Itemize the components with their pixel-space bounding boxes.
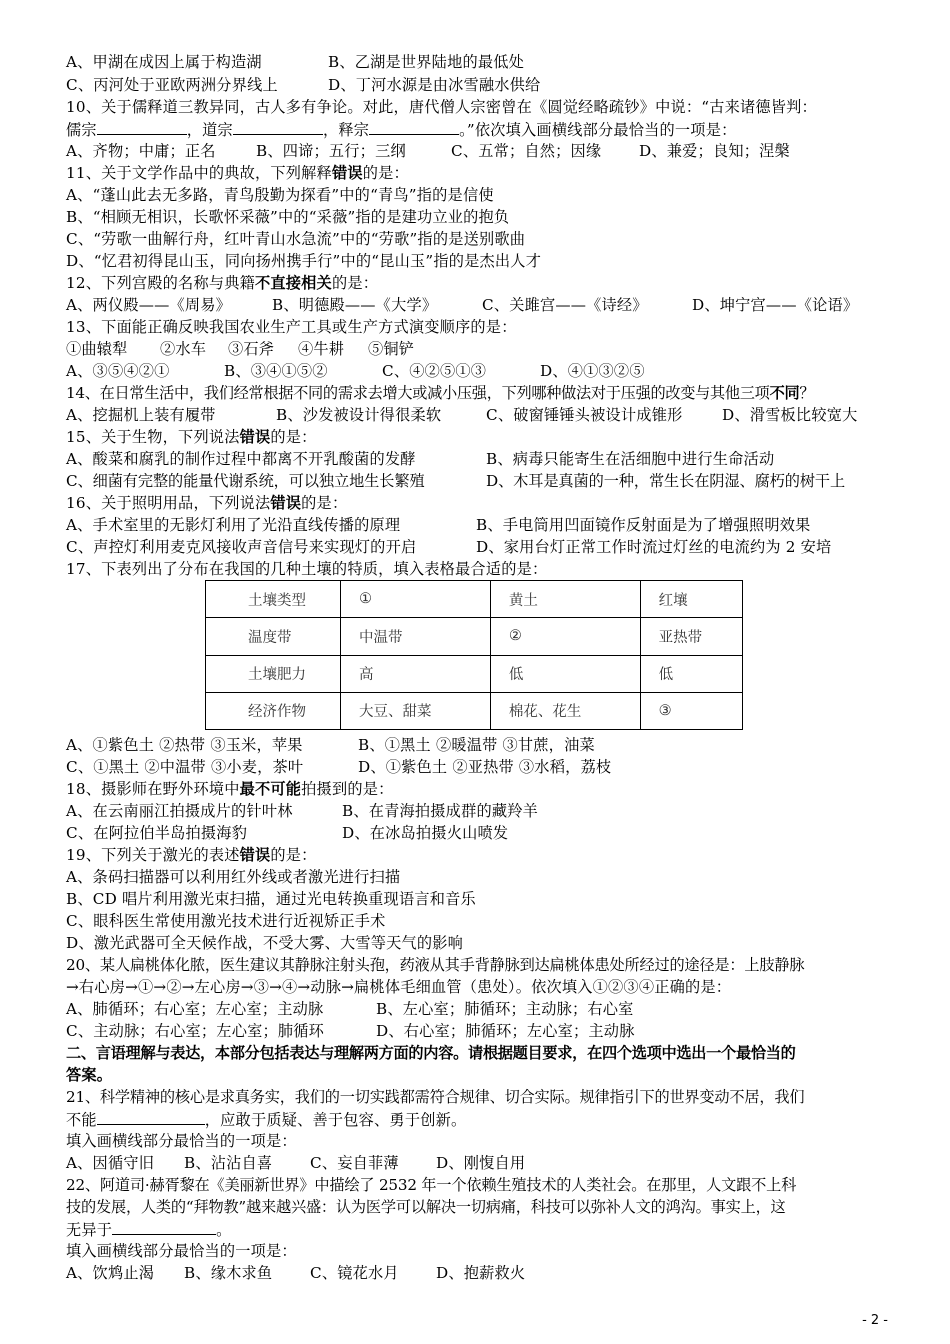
q9-options-row2 (66, 75, 896, 95)
q21-option-a: A、因循守旧 (66, 1154, 155, 1172)
q13-option-c: C、④②⑤①③ (382, 362, 487, 380)
q13-options (66, 361, 896, 381)
q18-option-d: D、在冰岛拍摄火山喷发 (342, 824, 509, 842)
q10-text-b: ，道宗 (186, 121, 233, 139)
q11-stem-tail: 的是： (362, 164, 409, 182)
q22-option-d: D、抱薪救火 (436, 1264, 526, 1282)
q12-option-d: D、坤宁宫——《论语》 (692, 296, 859, 314)
q20-option-d: D、右心室；肺循环；左心室；主动脉 (376, 1022, 635, 1040)
q13-option-b: B、③④①⑤② (224, 362, 328, 380)
q12-option-a: A、两仪殿——《周易》 (66, 296, 232, 314)
q16-stem-tail: 的是： (301, 494, 348, 512)
q21-stem-line2 (66, 1109, 896, 1130)
q13-item: ⑤铜铲 (368, 340, 415, 358)
q21-options (66, 1153, 896, 1173)
q13-option-a: A、③⑤④②① (66, 362, 170, 380)
q13-item: ④牛耕 (298, 340, 345, 358)
q20-options-row1 (66, 999, 896, 1019)
q17-options-row1 (66, 735, 896, 755)
q22-option-a: A、饮鸩止渴 (66, 1264, 155, 1282)
q18-stem (66, 779, 896, 799)
q16-option-c: C、声控灯利用麦克风接收声音信号来实现灯的开启 (66, 538, 417, 556)
q10-text-a: 儒宗 (66, 121, 97, 139)
table-cell: 土壤类型 (206, 581, 341, 618)
section-2-heading: 二、言语理解与表达，本部分包括表达与理解两方面的内容。请根据题目要求，在四个选项中选出一个最恰当的 (66, 1044, 796, 1062)
table-cell: 温度带 (206, 618, 341, 655)
q10-option-a: A、齐物；中庸；正名 (66, 142, 216, 160)
q19-stem (66, 845, 896, 865)
table-row (206, 618, 743, 655)
q12-option-c: C、关雎宫——《诗经》 (482, 296, 648, 314)
q12-stem-emphasis: 不直接相关 (255, 274, 332, 292)
table-cell: 低 (490, 655, 640, 692)
q11-option-a: A、“蓬山此去无多路，青鸟殷勤为探看”中的“青鸟”指的是信使 (66, 186, 494, 204)
q13-option-d: D、④①③②⑤ (540, 362, 645, 380)
q10-option-d: D、兼爱；良知；涅槃 (639, 142, 790, 160)
q15-option-c: C、细菌有完整的能量代谢系统，可以独立地生长繁殖 (66, 472, 425, 490)
q10-option-b: B、四谛；五行；三纲 (256, 142, 406, 160)
table-row (206, 655, 743, 692)
page-number: - 2 - (862, 1313, 888, 1328)
q15-options-row1 (66, 449, 896, 469)
table-cell: ① (341, 581, 491, 618)
q16-option-a: A、手术室里的无影灯利用了光沿直线传播的原理 (66, 516, 401, 534)
q9-options-row1 (66, 52, 896, 72)
q10-options (66, 141, 896, 161)
q10-text-d: 。”依次填入画横线部分最恰当的一项是： (459, 121, 737, 139)
table-cell: 大豆、甜菜 (341, 692, 491, 729)
q9-option-c: C、丙河处于亚欧两洲分界线上 (66, 76, 278, 94)
q22-stem-line3 (66, 1219, 896, 1240)
q19-stem-emphasis: 错误 (239, 846, 271, 864)
q18-option-a: A、在云南丽江拍摄成片的针叶林 (66, 802, 293, 820)
q19-option-a: A、条码扫描器可以利用红外线或者激光进行扫描 (66, 868, 401, 886)
q16-option-b: B、手电筒用凹面镜作反射面是为了增强照明效果 (476, 516, 811, 534)
q17-stem: 17、下表列出了分布在我国的几种土壤的特质，填入表格最合适的是： (66, 560, 548, 578)
q10-blank-1 (97, 119, 187, 135)
table-cell: 经济作物 (206, 692, 341, 729)
q17-option-a: A、①紫色土 ②热带 ③玉米，苹果 (66, 736, 303, 754)
q18-option-c: C、在阿拉伯半岛拍摄海豹 (66, 824, 248, 842)
q14-stem-emphasis: 不同 (769, 384, 800, 402)
q12-option-b: B、明德殿——《大学》 (272, 296, 438, 314)
q9-option-b: B、乙湖是世界陆地的最低处 (328, 53, 525, 71)
q20-option-a: A、肺循环；右心室；左心室；主动脉 (66, 1000, 324, 1018)
q10-stem-line2 (66, 119, 896, 140)
table-cell: 高 (341, 655, 491, 692)
q21-blank (97, 1109, 205, 1125)
q14-option-c: C、破窗锤锤头被设计成锥形 (486, 406, 683, 424)
q17-option-c: C、①黑土 ②中温带 ③小麦，茶叶 (66, 758, 304, 776)
q19-option-b: B、CD 唱片利用激光束扫描，通过光电转换重现语言和音乐 (66, 890, 476, 908)
q14-options (66, 405, 896, 425)
table-cell: ③ (640, 692, 742, 729)
q22-stem-line2: 技的发展，人类的“拜物教”越来越兴盛：认为医学可以解决一切病痛，科技可以弥补人文的鸿沟。事实上，这 (66, 1198, 786, 1216)
q11-option-b: B、“相顾无相识，长歌怀采薇”中的“采薇”指的是建功立业的抱负 (66, 208, 510, 226)
q20-stem-line2: →右心房→①→②→左心房→③→④→动脉→扁桃体毛细血管（患处）。依次填入①②③④正确的是： (66, 978, 732, 996)
q17-options-row2 (66, 757, 896, 777)
q15-stem (66, 427, 896, 447)
q18-stem-emphasis: 最不可能 (239, 780, 302, 798)
q13-item: ③石斧 (228, 340, 275, 358)
q21-text-a: 不能 (66, 1111, 97, 1129)
q10-stem: 10、关于儒释道三教异同，古人多有争论。对此，唐代僧人宗密曾在《圆觉经略疏钞》中说：“古来诸德皆判： (66, 98, 817, 116)
q22-options (66, 1263, 896, 1283)
q22-text-a: 无异于 (66, 1221, 113, 1239)
q18-option-b: B、在青海拍摄成群的藏羚羊 (342, 802, 539, 820)
q20-stem: 20、某人扁桃体化脓，医生建议其静脉注射头孢，药液从其手背静脉到达扁桃体患处所经过的途径是：上肢静脉 (66, 956, 805, 974)
q14-option-b: B、沙发被设计得很柔软 (276, 406, 442, 424)
q9-option-d: D、丁河水源是由冰雪融水供给 (328, 76, 541, 94)
q18-stem-tail: 拍摄到的是： (301, 780, 394, 798)
q17-option-b: B、①黑土 ②暖温带 ③甘蔗，油菜 (358, 736, 595, 754)
q20-option-b: B、左心室；肺循环；主动脉；右心室 (376, 1000, 634, 1018)
q14-option-d: D、滑雪板比较宽大 (722, 406, 858, 424)
q15-option-b: B、病毒只能寄生在活细胞中进行生命活动 (486, 450, 775, 468)
q22-blank (112, 1219, 216, 1235)
q13-item: ②水车 (160, 340, 207, 358)
q13-item: ①曲辕犁 (66, 340, 128, 358)
q11-option-c: C、“劳歌一曲解行舟，红叶青山水急流”中的“劳歌”指的是送别歌曲 (66, 230, 526, 248)
table-cell: 低 (640, 655, 742, 692)
q13-stem: 13、下面能正确反映我国农业生产工具或生产方式演变顺序的是： (66, 318, 517, 336)
q10-blank-2 (233, 119, 323, 135)
q10-text-c: ，释宗 (322, 121, 370, 139)
q16-options-row2 (66, 537, 896, 557)
q21-stem: 21、科学精神的核心是求真务实，我们的一切实践都需符合规律、切合实际。规律指引下的世界变动不居，我们 (66, 1088, 805, 1106)
q15-options-row2 (66, 471, 896, 491)
soil-properties-table (205, 580, 743, 730)
q22-prompt: 填入画横线部分最恰当的一项是： (66, 1242, 297, 1260)
q15-option-a: A、酸菜和腐乳的制作过程中都离不开乳酸菌的发酵 (66, 450, 416, 468)
q21-prompt: 填入画横线部分最恰当的一项是： (66, 1132, 297, 1150)
q10-blank-3 (369, 119, 459, 135)
table-cell: 中温带 (341, 618, 491, 655)
q11-option-d: D、“忆君初得昆山玉，同向扬州携手行”中的“昆山玉”指的是杰出人才 (66, 252, 542, 270)
table-cell: 亚热带 (640, 618, 742, 655)
q21-option-b: B、沾沾自喜 (184, 1154, 273, 1172)
q12-stem-text: 12、下列宫殿的名称与典籍 (66, 274, 255, 292)
q16-stem-text: 16、关于照明用品，下列说法 (66, 494, 271, 512)
q11-stem-text: 11、关于文学作品中的典故，下列解释 (66, 164, 332, 182)
section-2-heading-line2: 答案。 (66, 1066, 113, 1084)
q11-stem (66, 163, 896, 183)
q22-option-b: B、缘木求鱼 (184, 1264, 273, 1282)
q15-stem-text: 15、关于生物，下列说法 (66, 428, 240, 446)
table-row (206, 692, 743, 729)
q21-option-c: C、妄自菲薄 (310, 1154, 399, 1172)
q19-option-c: C、眼科医生常使用激光技术进行近视矫正手术 (66, 912, 386, 930)
q16-option-d: D、家用台灯正常工作时流过灯丝的电流约为 2 安培 (476, 538, 832, 556)
q18-stem-text: 18、摄影师在野外环境中 (66, 780, 240, 798)
q12-stem (66, 273, 896, 293)
q14-option-a: A、挖掘机上装有履带 (66, 406, 216, 424)
q18-options-row1 (66, 801, 896, 821)
q14-stem (66, 383, 896, 403)
q16-stem-emphasis: 错误 (270, 494, 302, 512)
q19-option-d: D、激光武器可全天候作战，不受大雾、大雪等天气的影响 (66, 934, 464, 952)
q9-option-a: A、甲湖在成因上属于构造湖 (66, 53, 262, 71)
table-cell: 红壤 (640, 581, 742, 618)
table-cell: 黄土 (490, 581, 640, 618)
q16-options-row1 (66, 515, 896, 535)
q20-option-c: C、主动脉；右心室；左心室；肺循环 (66, 1022, 325, 1040)
q11-stem-emphasis: 错误 (331, 164, 363, 182)
q17-option-d: D、①紫色土 ②亚热带 ③水稻，荔枝 (358, 758, 612, 776)
q18-options-row2 (66, 823, 896, 843)
q22-stem: 22、阿道司·赫胥黎在《美丽新世界》中描绘了 2532 年一个依赖生殖技术的人类社会。在那里，人文跟不上科 (66, 1176, 797, 1194)
q21-text-b: ，应敢于质疑、善于包容、勇于创新。 (204, 1111, 467, 1129)
q14-stem-tail: ？ (799, 384, 815, 402)
q13-items (66, 339, 896, 359)
q15-stem-tail: 的是： (270, 428, 317, 446)
q15-stem-emphasis: 错误 (239, 428, 271, 446)
table-row (206, 581, 743, 618)
q21-option-d: D、刚愎自用 (436, 1154, 526, 1172)
q20-options-row2 (66, 1021, 896, 1041)
q12-options (66, 295, 896, 315)
q16-stem (66, 493, 896, 513)
table-cell: 棉花、花生 (490, 692, 640, 729)
q19-stem-tail: 的是： (270, 846, 317, 864)
table-cell: ② (490, 618, 640, 655)
q12-stem-tail: 的是： (331, 274, 379, 292)
q22-option-c: C、镜花水月 (310, 1264, 399, 1282)
q15-option-d: D、木耳是真菌的一种，常生长在阴湿、腐朽的树干上 (486, 472, 846, 490)
q10-option-c: C、五常；自然；因缘 (451, 142, 602, 160)
q14-stem-text: 14、在日常生活中，我们经常根据不同的需求去增大或减小压强，下列哪种做法对于压强的改变与其他三项 (66, 384, 770, 402)
q19-stem-text: 19、下列关于激光的表述 (66, 846, 240, 864)
q22-text-b: 。 (216, 1221, 232, 1239)
table-cell: 土壤肥力 (206, 655, 341, 692)
